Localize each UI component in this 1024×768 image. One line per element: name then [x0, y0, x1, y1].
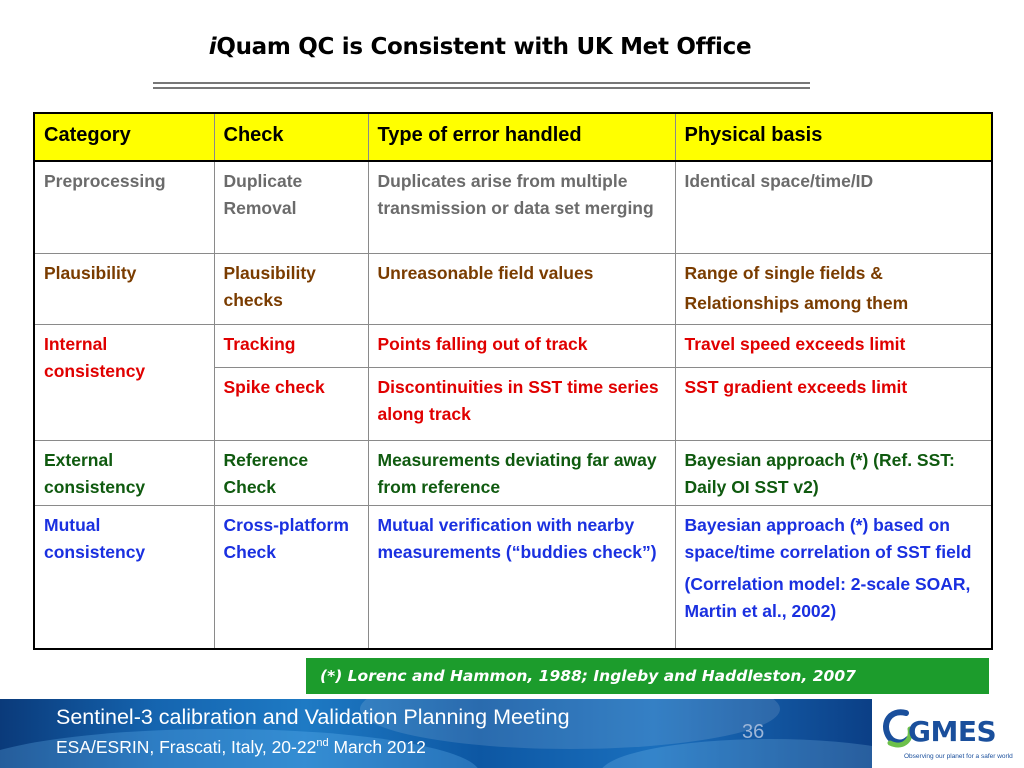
cell-error: Discontinuities in SST time series along track: [368, 367, 675, 440]
location-ordinal: nd: [316, 737, 329, 750]
cell-basis: Bayesian approach (*) (Ref. SST: Daily OI SST v2): [675, 440, 992, 505]
table-row-external: [34, 440, 992, 505]
basis-line-1: Bayesian approach (*) based on space/time correlation of SST field: [684, 514, 972, 562]
page-number: 36: [742, 721, 765, 743]
footer-meeting-location: [56, 737, 426, 758]
cell-category: External consistency: [34, 440, 214, 505]
basis-line-2: Relationships among them: [684, 292, 909, 313]
basis-line-1: Range of single fields &: [684, 262, 883, 283]
footnote-reference: (*) Lorenc and Hammon, 1988; Ingleby and Haddleston, 2007: [306, 658, 989, 694]
cell-category: Mutual consistency: [34, 505, 214, 649]
cell-basis: [675, 253, 992, 324]
header-check: Check: [214, 113, 368, 161]
cell-error: Duplicates arise from multiple transmission or data set merging: [368, 161, 675, 253]
cell-category: Preprocessing: [34, 161, 214, 253]
table-row-preprocessing: [34, 161, 992, 253]
cell-category: Plausibility: [34, 253, 214, 324]
cell-basis: Identical space/time/ID: [675, 161, 992, 253]
table-row-mutual: [34, 505, 992, 649]
cell-error: Mutual verification with nearby measurements (“buddies check”): [368, 505, 675, 649]
footer-banner: [0, 699, 872, 768]
table-row-plausibility: [34, 253, 992, 324]
title-italic-prefix: i: [208, 34, 217, 60]
footer-meeting-title: Sentinel-3 calibration and Validation Planning Meeting: [56, 705, 570, 729]
logo-tagline: Observing our planet for a safer world: [904, 753, 1013, 760]
cell-error: Points falling out of track: [368, 324, 675, 367]
qc-table: [33, 112, 993, 650]
header-physical-basis: Physical basis: [675, 113, 992, 161]
header-error-type: Type of error handled: [368, 113, 675, 161]
table-row-internal-tracking: [34, 324, 992, 367]
title-text: Quam QC is Consistent with UK Met Office: [216, 34, 752, 60]
cell-basis: Travel speed exceeds limit: [675, 324, 992, 367]
cell-category: Internal consistency: [34, 324, 214, 440]
logo-text: GMES: [908, 715, 997, 748]
cell-check: Tracking: [214, 324, 368, 367]
cell-check: Cross-platform Check: [214, 505, 368, 649]
basis-line-2: (Correlation model: 2-scale SOAR, Martin et al., 2002): [684, 573, 971, 621]
cell-check: Spike check: [214, 367, 368, 440]
table-header-row: [34, 113, 992, 161]
cell-basis: SST gradient exceeds limit: [675, 367, 992, 440]
slide-title: [0, 34, 960, 60]
location-text: ESA/ESRIN, Frascati, Italy, 20-22: [56, 737, 317, 757]
title-rule-bottom: [153, 87, 810, 89]
cell-basis: [675, 505, 992, 649]
cell-error: Measurements deviating far away from reference: [368, 440, 675, 505]
cell-check: Duplicate Removal: [214, 161, 368, 253]
gmes-logo: [874, 699, 1024, 768]
cell-check: Reference Check: [214, 440, 368, 505]
title-rule-top: [153, 82, 810, 84]
cell-check: Plausibility checks: [214, 253, 368, 324]
header-category: Category: [34, 113, 214, 161]
location-date: March 2012: [328, 737, 426, 757]
cell-error: Unreasonable field values: [368, 253, 675, 324]
